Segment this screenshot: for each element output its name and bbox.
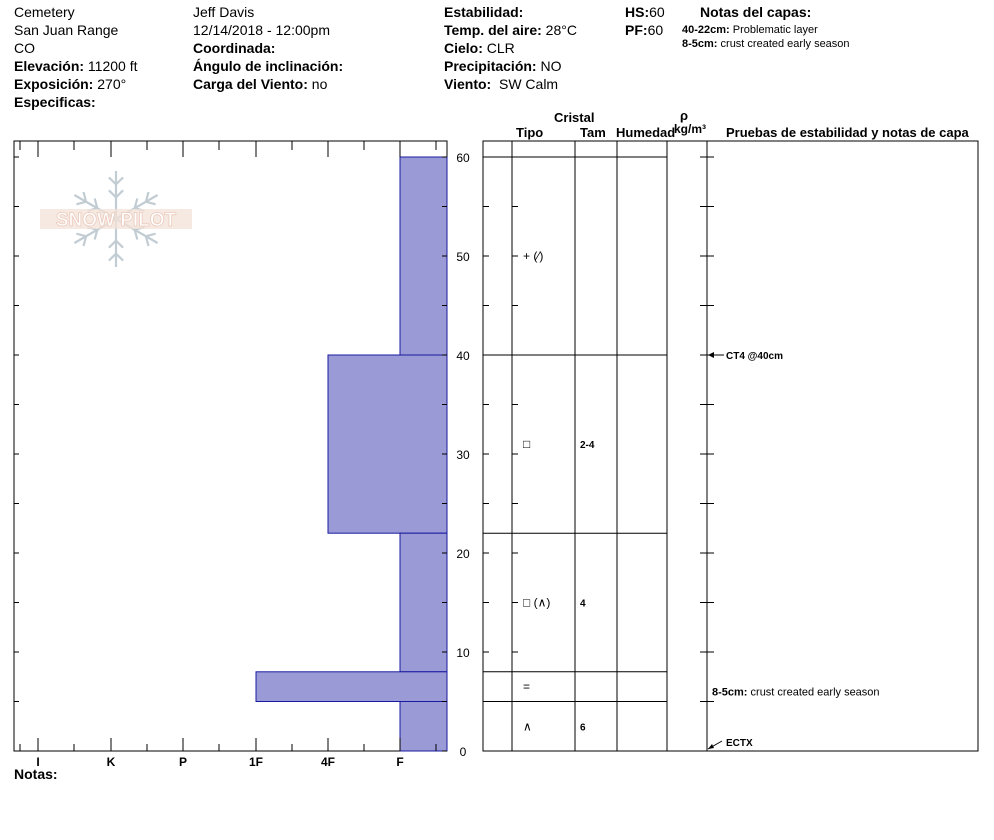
layer-notes-title: Notas del capas: bbox=[700, 4, 812, 20]
crystal-type: = bbox=[523, 679, 531, 694]
depth-tick-label: 40 bbox=[456, 349, 470, 363]
depth-tick-label: 30 bbox=[456, 448, 470, 462]
hardness-bar bbox=[400, 157, 447, 355]
test-label: CT4 @40cm bbox=[726, 351, 783, 362]
location-name: Cemetery bbox=[14, 4, 75, 20]
hardness-bar bbox=[256, 672, 447, 702]
hardness-tick-label: 1F bbox=[248, 755, 264, 769]
hardness-bar bbox=[400, 702, 447, 752]
specifics: Especificas: bbox=[14, 94, 96, 110]
crystal-size: 2-4 bbox=[580, 440, 595, 452]
layer-comment: 8-5cm: crust created early season bbox=[712, 686, 880, 699]
test-label: ECTX bbox=[726, 738, 753, 749]
size-header: Tam bbox=[580, 125, 606, 140]
crystal-type: □ bbox=[523, 437, 531, 452]
hardness-tick-label: F bbox=[396, 755, 404, 769]
depth-tick-label: 10 bbox=[456, 646, 470, 660]
elevation: Elevación: 11200 ft bbox=[14, 58, 138, 74]
coordinates: Coordinada: bbox=[193, 40, 276, 56]
aspect: Exposición: 270° bbox=[14, 76, 127, 92]
crystal-header: Cristal bbox=[554, 110, 595, 125]
stability-tests bbox=[708, 351, 880, 749]
depth-tick-label: 50 bbox=[456, 250, 470, 264]
snowpilot-logo bbox=[40, 171, 192, 267]
crystal-type: ∧ bbox=[523, 719, 532, 734]
depth-tick-label: 0 bbox=[459, 745, 467, 759]
density-symbol: ρ bbox=[680, 108, 689, 123]
depth-tick-label: 20 bbox=[456, 547, 470, 561]
mountain-range: San Juan Range bbox=[14, 22, 119, 38]
hardness-bars bbox=[256, 157, 447, 751]
logo-text: SNOW PILOT bbox=[55, 210, 177, 231]
arrow-icon bbox=[708, 352, 714, 358]
wind-loading: Carga del Viento: no bbox=[193, 76, 328, 92]
hardness-tick-label: P bbox=[178, 755, 188, 769]
crystal-size: 4 bbox=[580, 598, 586, 610]
moisture-header: Humedad bbox=[616, 125, 676, 140]
flake-branch bbox=[146, 234, 156, 237]
hardness-tick-label: 4F bbox=[320, 755, 336, 769]
slope-angle: Ángulo de inclinación: bbox=[193, 58, 344, 74]
depth-tick-label: 60 bbox=[456, 151, 470, 165]
density-unit: kg/m³ bbox=[674, 122, 707, 136]
crystal-type: □ (∧) bbox=[523, 595, 551, 610]
arrow-icon bbox=[708, 744, 714, 749]
hardness-bar bbox=[328, 355, 447, 533]
type-header: Tipo bbox=[516, 125, 544, 140]
flake-branch bbox=[76, 234, 86, 237]
flake-branch bbox=[76, 202, 86, 205]
table-border bbox=[483, 141, 978, 751]
notes-label: Notas: bbox=[14, 766, 58, 782]
observer-name: Jeff Davis bbox=[193, 4, 255, 20]
precipitation: Precipitación: NO bbox=[444, 58, 562, 74]
observation-datetime: 12/14/2018 - 12:00pm bbox=[193, 22, 330, 38]
layer-table bbox=[483, 141, 978, 751]
crystal-type: + (⁄) bbox=[523, 249, 544, 263]
pf: PF:60 bbox=[625, 22, 664, 38]
flake-branch bbox=[146, 202, 156, 205]
stability: Estabilidad: bbox=[444, 4, 524, 20]
sky: Cielo: CLR bbox=[444, 40, 515, 56]
layer-note-2: 8-5cm: crust created early season bbox=[682, 38, 850, 50]
layer-note-1: 40-22cm: Problematic layer bbox=[682, 24, 818, 36]
crystal-size: 6 bbox=[580, 722, 586, 734]
wind: Viento: SW Calm bbox=[444, 76, 559, 92]
hardness-tick-label: I bbox=[36, 755, 40, 769]
hs: HS:60 bbox=[625, 4, 665, 20]
air-temp: Temp. del aire: 28°C bbox=[444, 22, 577, 38]
state: CO bbox=[14, 40, 35, 56]
hardness-bar bbox=[400, 533, 447, 672]
tests-header: Pruebas de estabilidad y notas de capa bbox=[726, 125, 969, 140]
hardness-tick-label: K bbox=[106, 755, 116, 769]
